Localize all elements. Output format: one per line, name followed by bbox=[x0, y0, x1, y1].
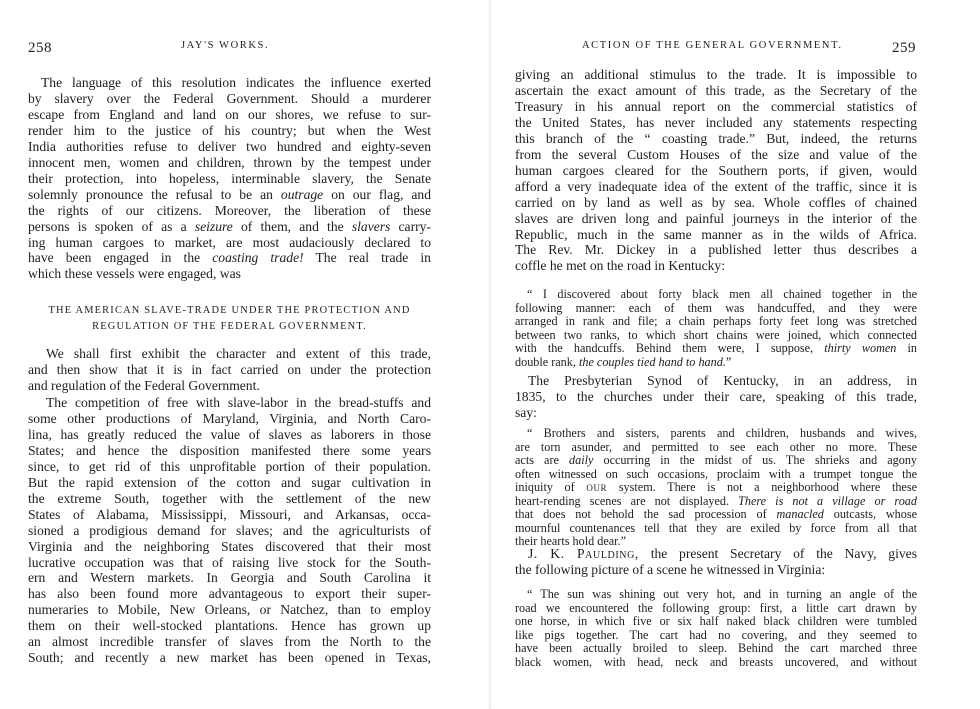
section-heading: THE AMERICAN SLAVE-TRADE UNDER THE PROTECTION AND REGULATION OF THE FEDERAL GOVERNMENT. bbox=[48, 305, 411, 332]
right-paragraph-1: giving an additional stimulus to the trade. It is impossible to ascertain the exact amount of this trade, as the Secretary of the Treasury in his annual report on the commercial statistics of the United States, has never included any statements respecting this branch of the “ coasting trade.” But, indeed, the returns from the several Custom Houses of the size and value of the human cargoes cleared for the Southern ports, if given, would afford a very inadequate idea of the extent of the traffic, since it is carried on by land as well as by sea. Whole coffles of chained slaves are driven long and painful journeys in the interior of the Republic, much in the same manner as in the wilds of Africa. The Rev. Mr. Dickey in a published letter thus describes a coffle he met on the road in Kentucky: bbox=[515, 67, 917, 274]
quote-synod: “ Brothers and sisters, parents and children, husbands and wives, are torn asunder, and permitted to see each other no more. These acts are daily occurring in the midst of us. The shrieks and agony often witnessed on such occasions, proclaim with a trumpet tongue the iniquity of our system. There is not a neighborhood where these heart-rending scenes are not displayed. There is not a village or road that does not behold the sad procession of manacled outcasts, whose mournful countenances tell that they are exiled by force from all that their hearts hold dear.” bbox=[515, 426, 918, 548]
right-running-head: ACTION OF THE GENERAL GOVERNMENT. bbox=[582, 40, 843, 51]
left-paragraph-1: The language of this resolution indicates the influence exerted by slavery over the Federal Government. Should a murderer escape from England and land on our shores, we refuse to sur- render him to the justice of his country; but when the West India authorities refuse to deliver two hundred and eighty-seven innocent men, women and children, thrown by the tempest under their protection, into hopeless, interminable slavery, the Senate solemnly pronounce the refusal to be an outrage on our flag, and the rights of our citizens. Moreover, the liberation of these persons is spoken of as a seizure of them, and the slavers carry- ing human cargoes to market, are most audaciously declared to have been engaged in the coasting trade! The real trade in which these vessels were engaged, was bbox=[28, 75, 431, 282]
right-page bbox=[490, 0, 980, 709]
right-paragraph-2: The Presbyterian Synod of Kentucky, in an address, in 1835, to the churches under their care, speaking of this trade, say: bbox=[515, 373, 917, 420]
quote-dickey: “ I discovered about forty black men all chained together in the following manner: each of them was handcuffed, and they were arranged in rank and file; a chain perhaps forty feet long was stretched between two ranks, to which short chains were joined, which connected with the handcuffs. Behind them were, I suppose, thirty women in double rank, the couples tied hand to hand.” bbox=[515, 287, 918, 369]
left-running-head: JAY'S WORKS. bbox=[181, 40, 270, 51]
left-page-number: 258 bbox=[28, 40, 52, 56]
right-page-number: 259 bbox=[892, 40, 916, 56]
quote-paulding: “ The sun was shining out very hot, and in turning an angle of the road we encountered the following group: first, a little cart drawn by one horse, in which five or six half naked black children were tumbled like pigs together. The cart had no covering, and they seemed to have been actually broiled to sleep. Behind the cart marched three black women, with head, neck and breasts uncovered, and without bbox=[515, 587, 917, 669]
left-paragraph-3: The competition of free with slave-labor in the bread-stuffs and some other productions of Maryland, Virginia, and North Caro- lina, has greatly reduced the value of slaves as laborers in those States; and hence the disposition manifested there some years since, to get rid of this unprofitable portion of their population. But the rapid extension of the cotton and sugar cultivation in the extreme South, together with the settlement of the new States of Alabama, Mississippi, Missouri, and Arkansas, occa- sioned a prodigious demand for slaves; and the agriculturists of Virginia and the neighboring States discovered that their most lucrative occupation was that of raising live stock for the South- ern and Western markets. In Georgia and South Carolina it has also been found more advantageous to export their super- numeraries to Mobile, New Orleans, or Natchez, than to employ them on their well-stocked plantations. Hence has grown up an almost incredible transfer of slaves from the North to the South; and recently a new market has been opened in Texas, bbox=[28, 395, 431, 666]
right-paragraph-3: J. K. Paulding, the present Secretary of the Navy, gives the following picture of a scene he witnessed in Virginia: bbox=[515, 546, 917, 577]
left-paragraph-2: We shall first exhibit the character and extent of this trade, and then show that it is in fact carried on under the protection and regulation of the Federal Government. bbox=[28, 346, 431, 393]
